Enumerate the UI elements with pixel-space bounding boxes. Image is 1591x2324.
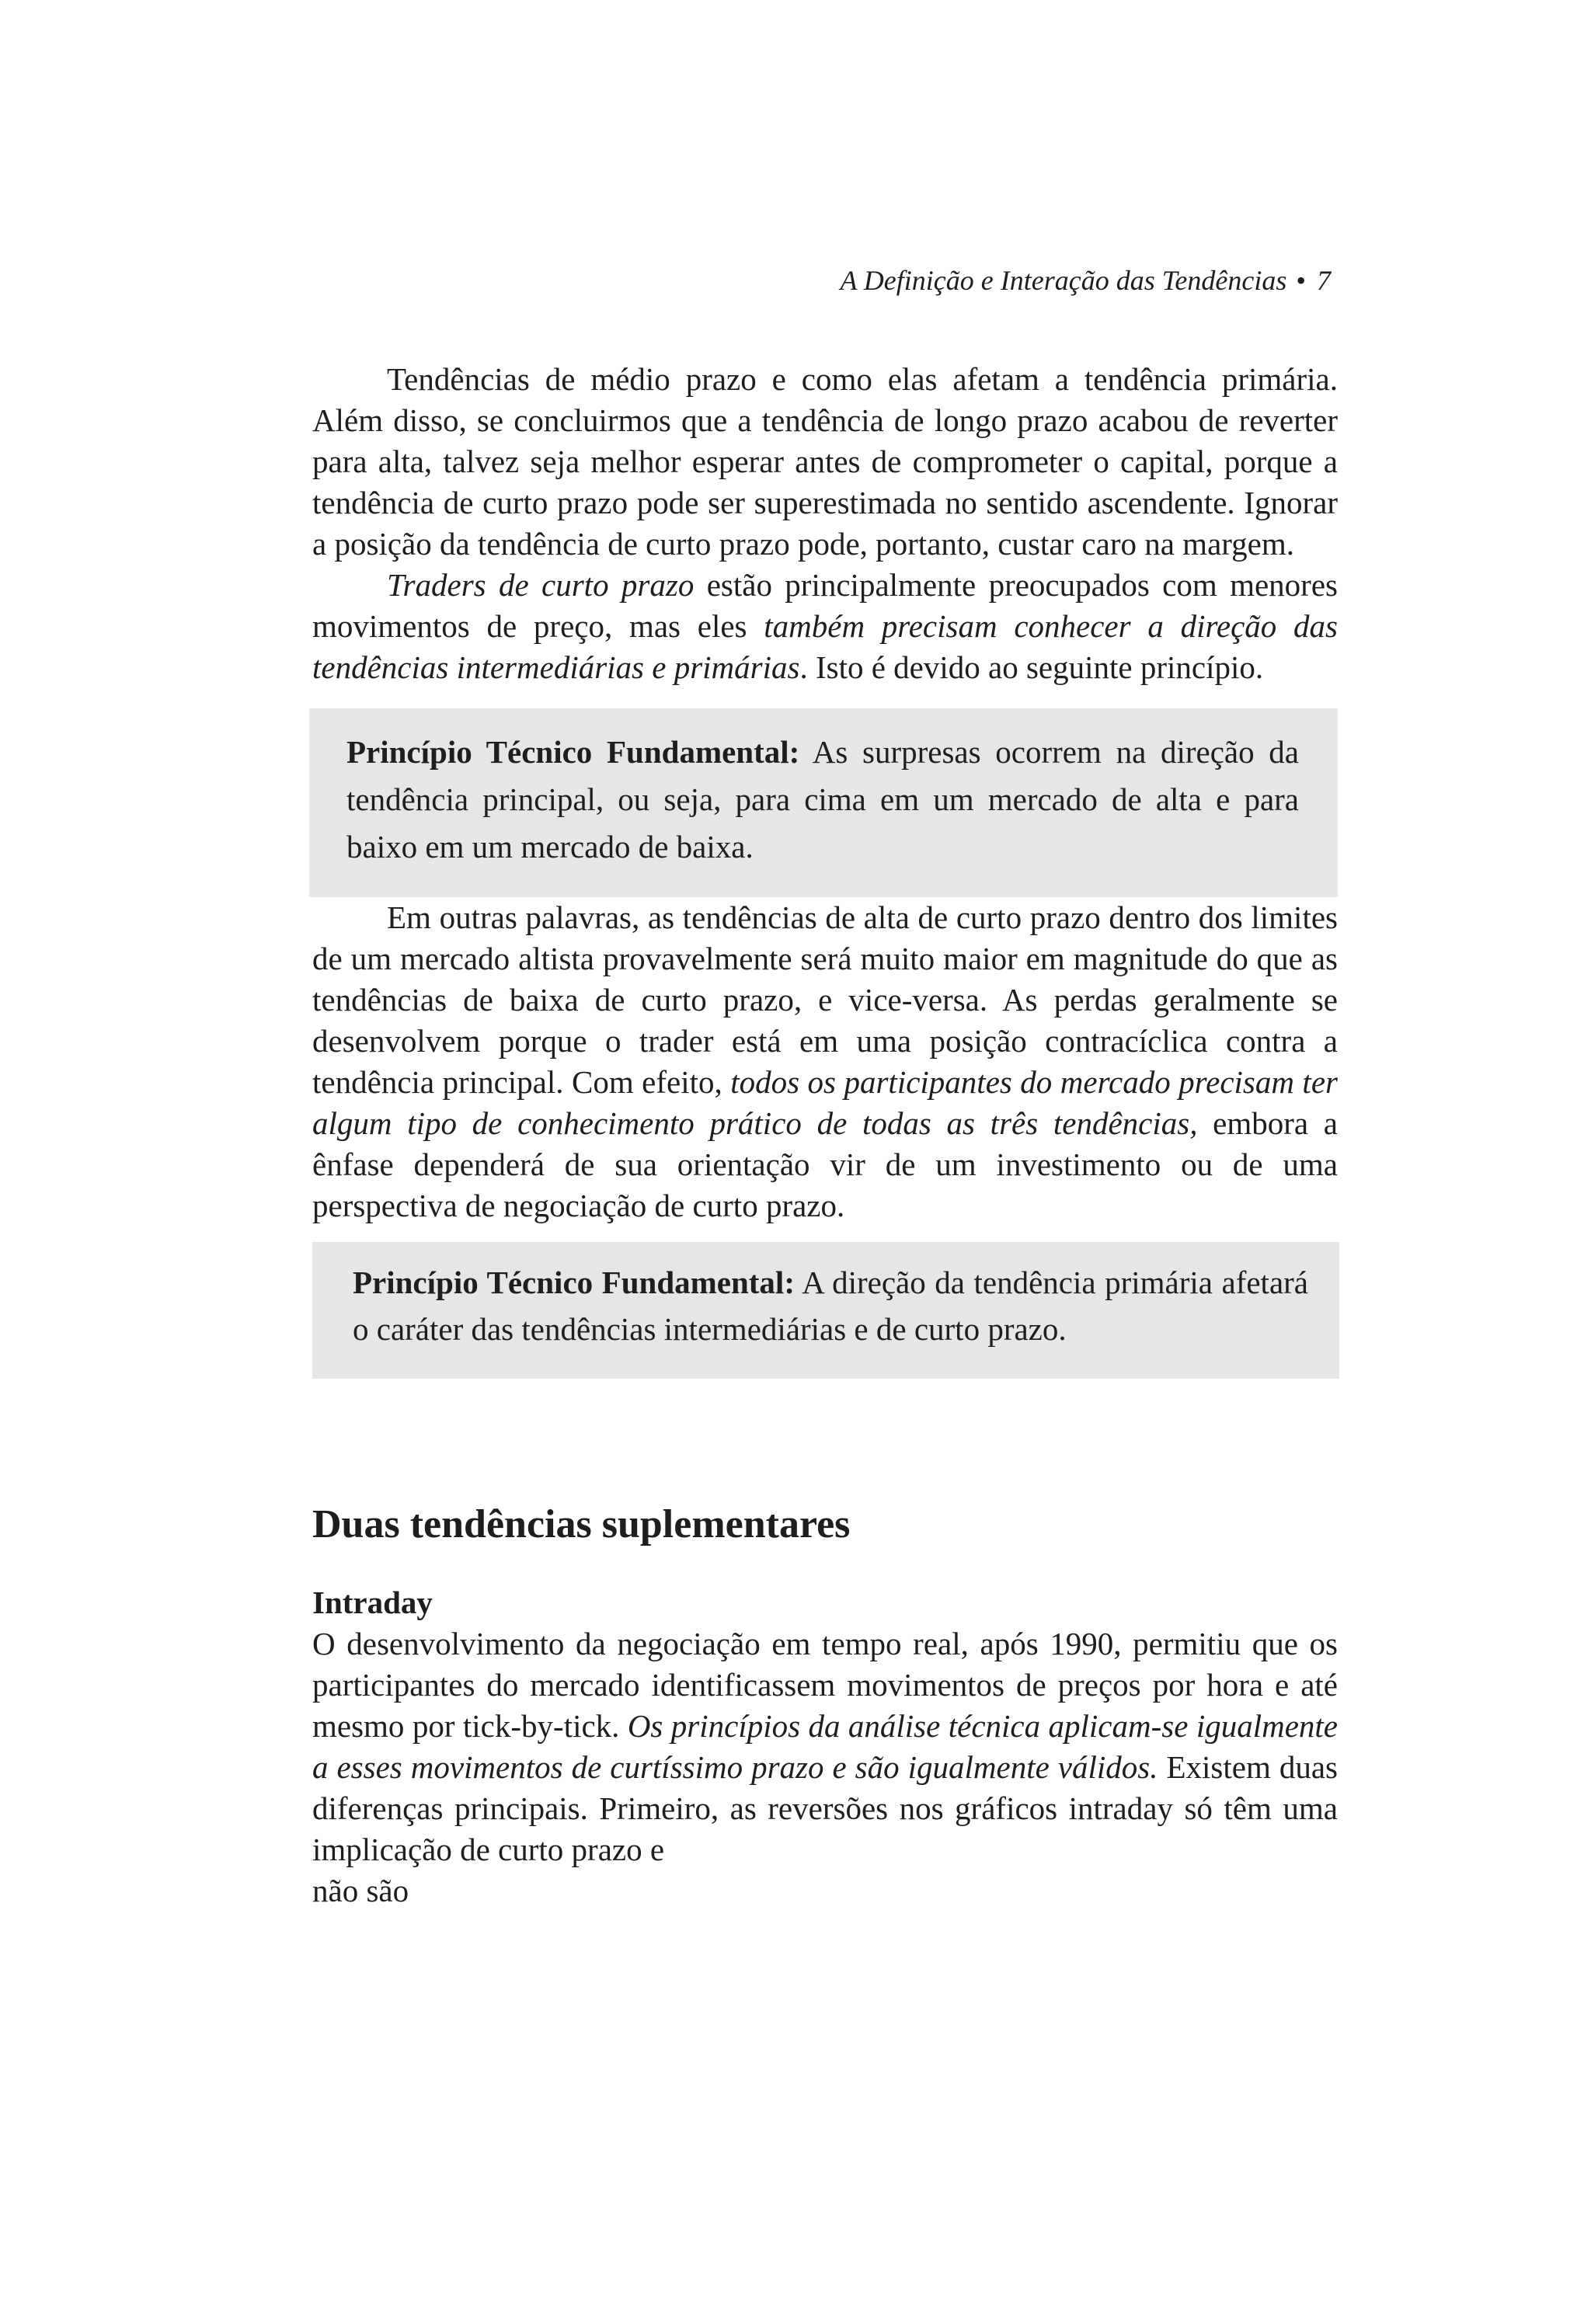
paragraph-other-words: Em outras palavras, as tendências de alta de curto prazo dentro dos limites de um mercado altista provavelmente será muito maior em magnitude do que as tendências de baixa de curto prazo, e vice-versa. As perdas geralmente se desenvolvem porque o trader está em uma posição contracíclica contra a tendência principal. Com efeito, todos os participantes do mercado precisam ter algum tipo de conhecimento prático de todas as três tendências, embora a ênfase dependerá de sua orientação vir de um investimento ou de uma perspectiva de negociação de curto prazo. (312, 899, 1339, 1223)
participants-emphasis: todos os participantes do mercado precisam ter algum tipo de conhecimento prático de todas as três tendências, (312, 1064, 1338, 1141)
running-head-title: A Definição e Interação das Tendências (840, 265, 1287, 296)
principle-box-2 (312, 1242, 1339, 1379)
traders-emphasis-2: também precisam conhecer a direção das tendências intermediárias e primárias (312, 608, 1338, 685)
principle-box-1 (309, 708, 1338, 897)
paragraph-intraday-last-line: não são (312, 1873, 409, 1908)
paragraph-intraday: O desenvolvimento da negociação em tempo real, após 1990, permitiu que os participantes do mercado identificassem movimentos de preços por hora e até mesmo por tick-by-tick. Os princípios da análise técnica aplicam-se igualmente a esses movimentos de curtíssimo prazo e são igualmente válidos. Existem duas diferenças principais. Primeiro, as reversões nos gráficos intraday só têm uma implicação de curto prazo e (312, 1626, 1338, 1867)
running-head (840, 264, 1331, 297)
principle-label: Princípio Técnico Fundamental: (346, 734, 800, 770)
running-head-separator: • (1296, 265, 1306, 296)
principle-text: As surpresas ocorrem na direção da tendência principal, ou seja, para cima em um mercado de alta e para baixo em um mercado de baixa. (346, 734, 1299, 865)
page-number: 7 (1317, 265, 1331, 296)
paragraph-continuation: Tendências de médio prazo e como elas afetam a tendência primária. Além disso, se concluirmos que a tendência de longo prazo acabou de reverter para alta, talvez seja melhor esperar antes de comprometer o capital, porque a tendência de curto prazo pode ser superestimada no sentido ascendente. Ignorar a posição da tendência de curto prazo pode, portanto, custar caro na margem. (312, 361, 1338, 562)
page-body (312, 359, 1338, 1912)
paragraph-traders: Traders de curto prazo estão principalmente preocupados com menores movimentos de preço, mas eles também precisam conhecer a direção das tendências intermediárias e primárias. Isto é devido ao seguinte princípio. (312, 567, 1338, 685)
principle-label: Princípio Técnico Fundamental: (353, 1265, 795, 1300)
section-heading: Duas tendências suplementares (312, 1502, 851, 1546)
traders-emphasis: Traders de curto prazo (387, 567, 695, 603)
principles-emphasis: Os princípios da análise técnica aplicam-se igualmente a esses movimentos de curtíssimo prazo e são igualmente válidos. (312, 1708, 1338, 1785)
principle-text: A direção da tendência primária afetará o caráter das tendências intermediárias e de curto prazo. (353, 1265, 1308, 1347)
subsection-heading: Intraday (312, 1585, 433, 1620)
